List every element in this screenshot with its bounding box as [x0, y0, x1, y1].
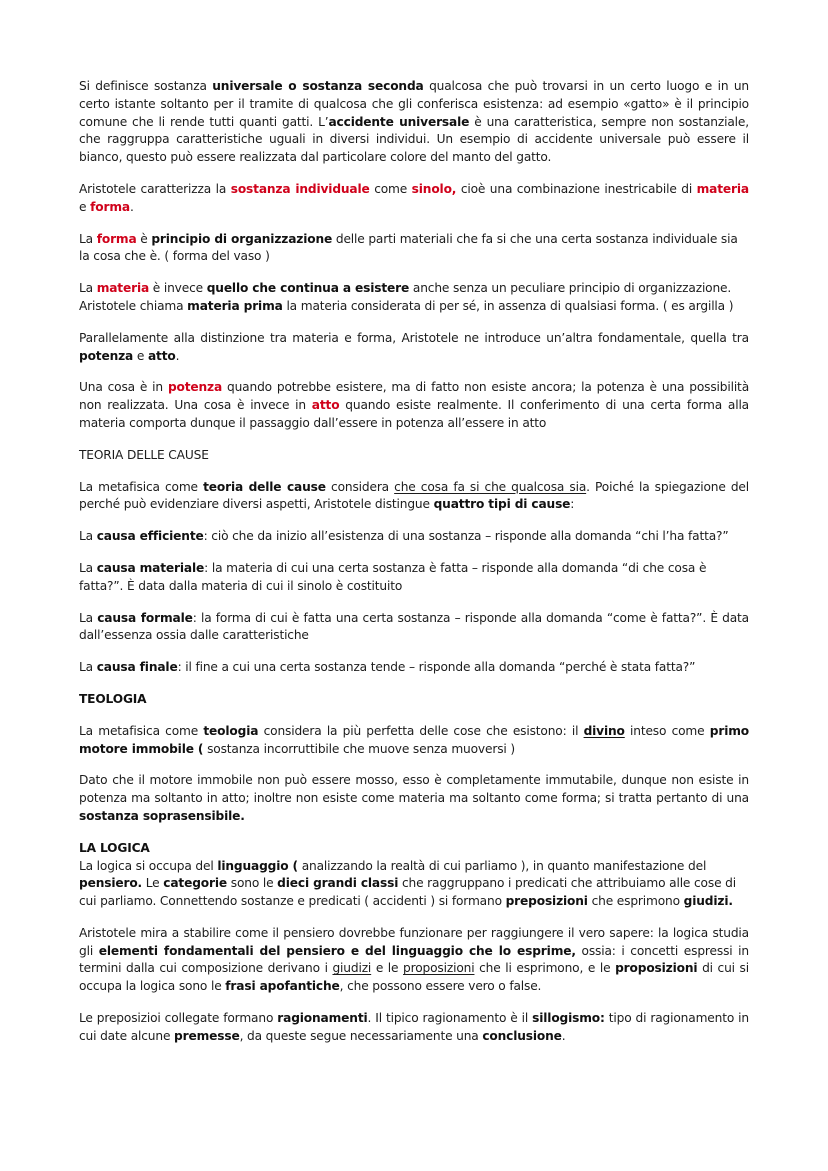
- paragraph-motore-immobile: Dato che il motore immobile non può essere mosso, esso è completamente immutabile, dunque non esiste in potenza ma soltanto in atto; inoltre non esiste come materia ma soltanto come forma; si tratta pertanto di una sostanza soprasensibile.: [79, 773, 749, 823]
- paragraph-forma: La forma è principio di organizzazione delle parti materiali che fa si che una certa sostanza individuale sia la cosa che è. ( forma del vaso ): [79, 231, 738, 264]
- paragraph-logica-linguaggio: La logica si occupa del linguaggio ( analizzando la realtà di cui parliamo ), in quanto manifestazione del pensiero. Le categorie sono le dieci grandi classi che raggruppano i predicati che attribuiamo alle cose di cui parliamo. Connettendo sostanze e predicati ( accidenti ) si formano preposizioni che esprimono giudizi.: [79, 858, 736, 909]
- paragraph-sostanza-universale: Si definisce sostanza universale o sostanza seconda qualcosa che può trovarsi in un certo luogo e in un certo istante soltanto per il tramite di qualcosa che gli conferisca esistenza: ad esempio «gatto» è il principio comune che li rende tutti quanti gatti. L’accidente universale è una caratteristica, sempre non sostanziale, che raggruppa caratteristiche uguali in diversi individui. Un esempio di accidente universale può essere il bianco, questo può essere realizzata dal particolare colore del manto del gatto.: [79, 79, 750, 165]
- heading-teologia: TEOLOGIA: [79, 691, 147, 706]
- heading-teoria-cause: TEORIA DELLE CAUSE: [79, 447, 209, 462]
- paragraph-teologia: La metafisica come teologia considera la più perfetta delle cose che esistono: il divino inteso come primo motore immobile ( sostanza incorruttibile che muove senza muoversi ): [79, 723, 749, 756]
- heading-logica: LA LOGICA: [79, 840, 150, 855]
- paragraph-causa-finale: La causa finale: il fine a cui una certa sostanza tende – risponde alla domanda “perché è stata fatta?”: [79, 660, 696, 675]
- paragraph-ragionamenti: Le preposizioi collegate formano ragionamenti. Il tipico ragionamento è il sillogismo: tipo di ragionamento in cui date alcune premesse, da queste segue necessariamente una conclusione.: [79, 1011, 749, 1043]
- paragraph-potenza-atto-intro: Parallelamente alla distinzione tra materia e forma, Aristotele ne introduce un’altra fondamentale, quella tra potenza e atto.: [79, 330, 749, 363]
- paragraph-causa-efficiente: La causa efficiente: ciò che da inizio all’esistenza di una sostanza – risponde alla domanda “chi l’ha fatta?”: [79, 529, 729, 544]
- paragraph-materia: La materia è invece quello che continua a esistere anche senza un peculiare principio di organizzazione. Aristotele chiama materia prima la materia considerata di per sé, in assenza di qualsiasi forma. ( es argilla ): [79, 281, 734, 313]
- paragraph-causa-formale: La causa formale: la forma di cui è fatta una certa sostanza – risponde alla domanda “come è fatta?”. È data dall’essenza ossia dalle caratteristiche: [79, 610, 749, 643]
- paragraph-teoria-cause: La metafisica come teoria delle cause considera che cosa fa si che qualcosa sia. Poiché la spiegazione del perché può evidenziare diversi aspetti, Aristotele distingue quattro tipi di cause:: [79, 479, 749, 512]
- paragraph-sostanza-individuale: Aristotele caratterizza la sostanza individuale come sinolo, cioè una combinazione inestricabile di materia e forma.: [79, 181, 749, 214]
- paragraph-logica-sapere: Aristotele mira a stabilire come il pensiero dovrebbe funzionare per raggiungere il vero sapere: la logica studia gli elementi fondamentali del pensiero e del linguaggio che lo esprime, ossia: i concetti espressi in termini dalla cui composizione derivano i giudizi e le proposizioni che li esprimono, e le proposizioni di cui si occupa la logica sono le frasi apofantiche, che possono essere vero o false.: [79, 925, 749, 994]
- paragraph-causa-materiale: La causa materiale: la materia di cui una certa sostanza è fatta – risponde alla domanda “di che cosa è fatta?”. È data dalla materia di cui il sinolo è costituito: [79, 560, 707, 593]
- paragraph-potenza-atto: Una cosa è in potenza quando potrebbe esistere, ma di fatto non esiste ancora; la potenza è una possibilità non realizzata. Una cosa è invece in atto quando esiste realmente. Il conferimento di una certa forma alla materia comporta dunque il passaggio dall’essere in potenza all’essere in atto: [79, 380, 750, 430]
